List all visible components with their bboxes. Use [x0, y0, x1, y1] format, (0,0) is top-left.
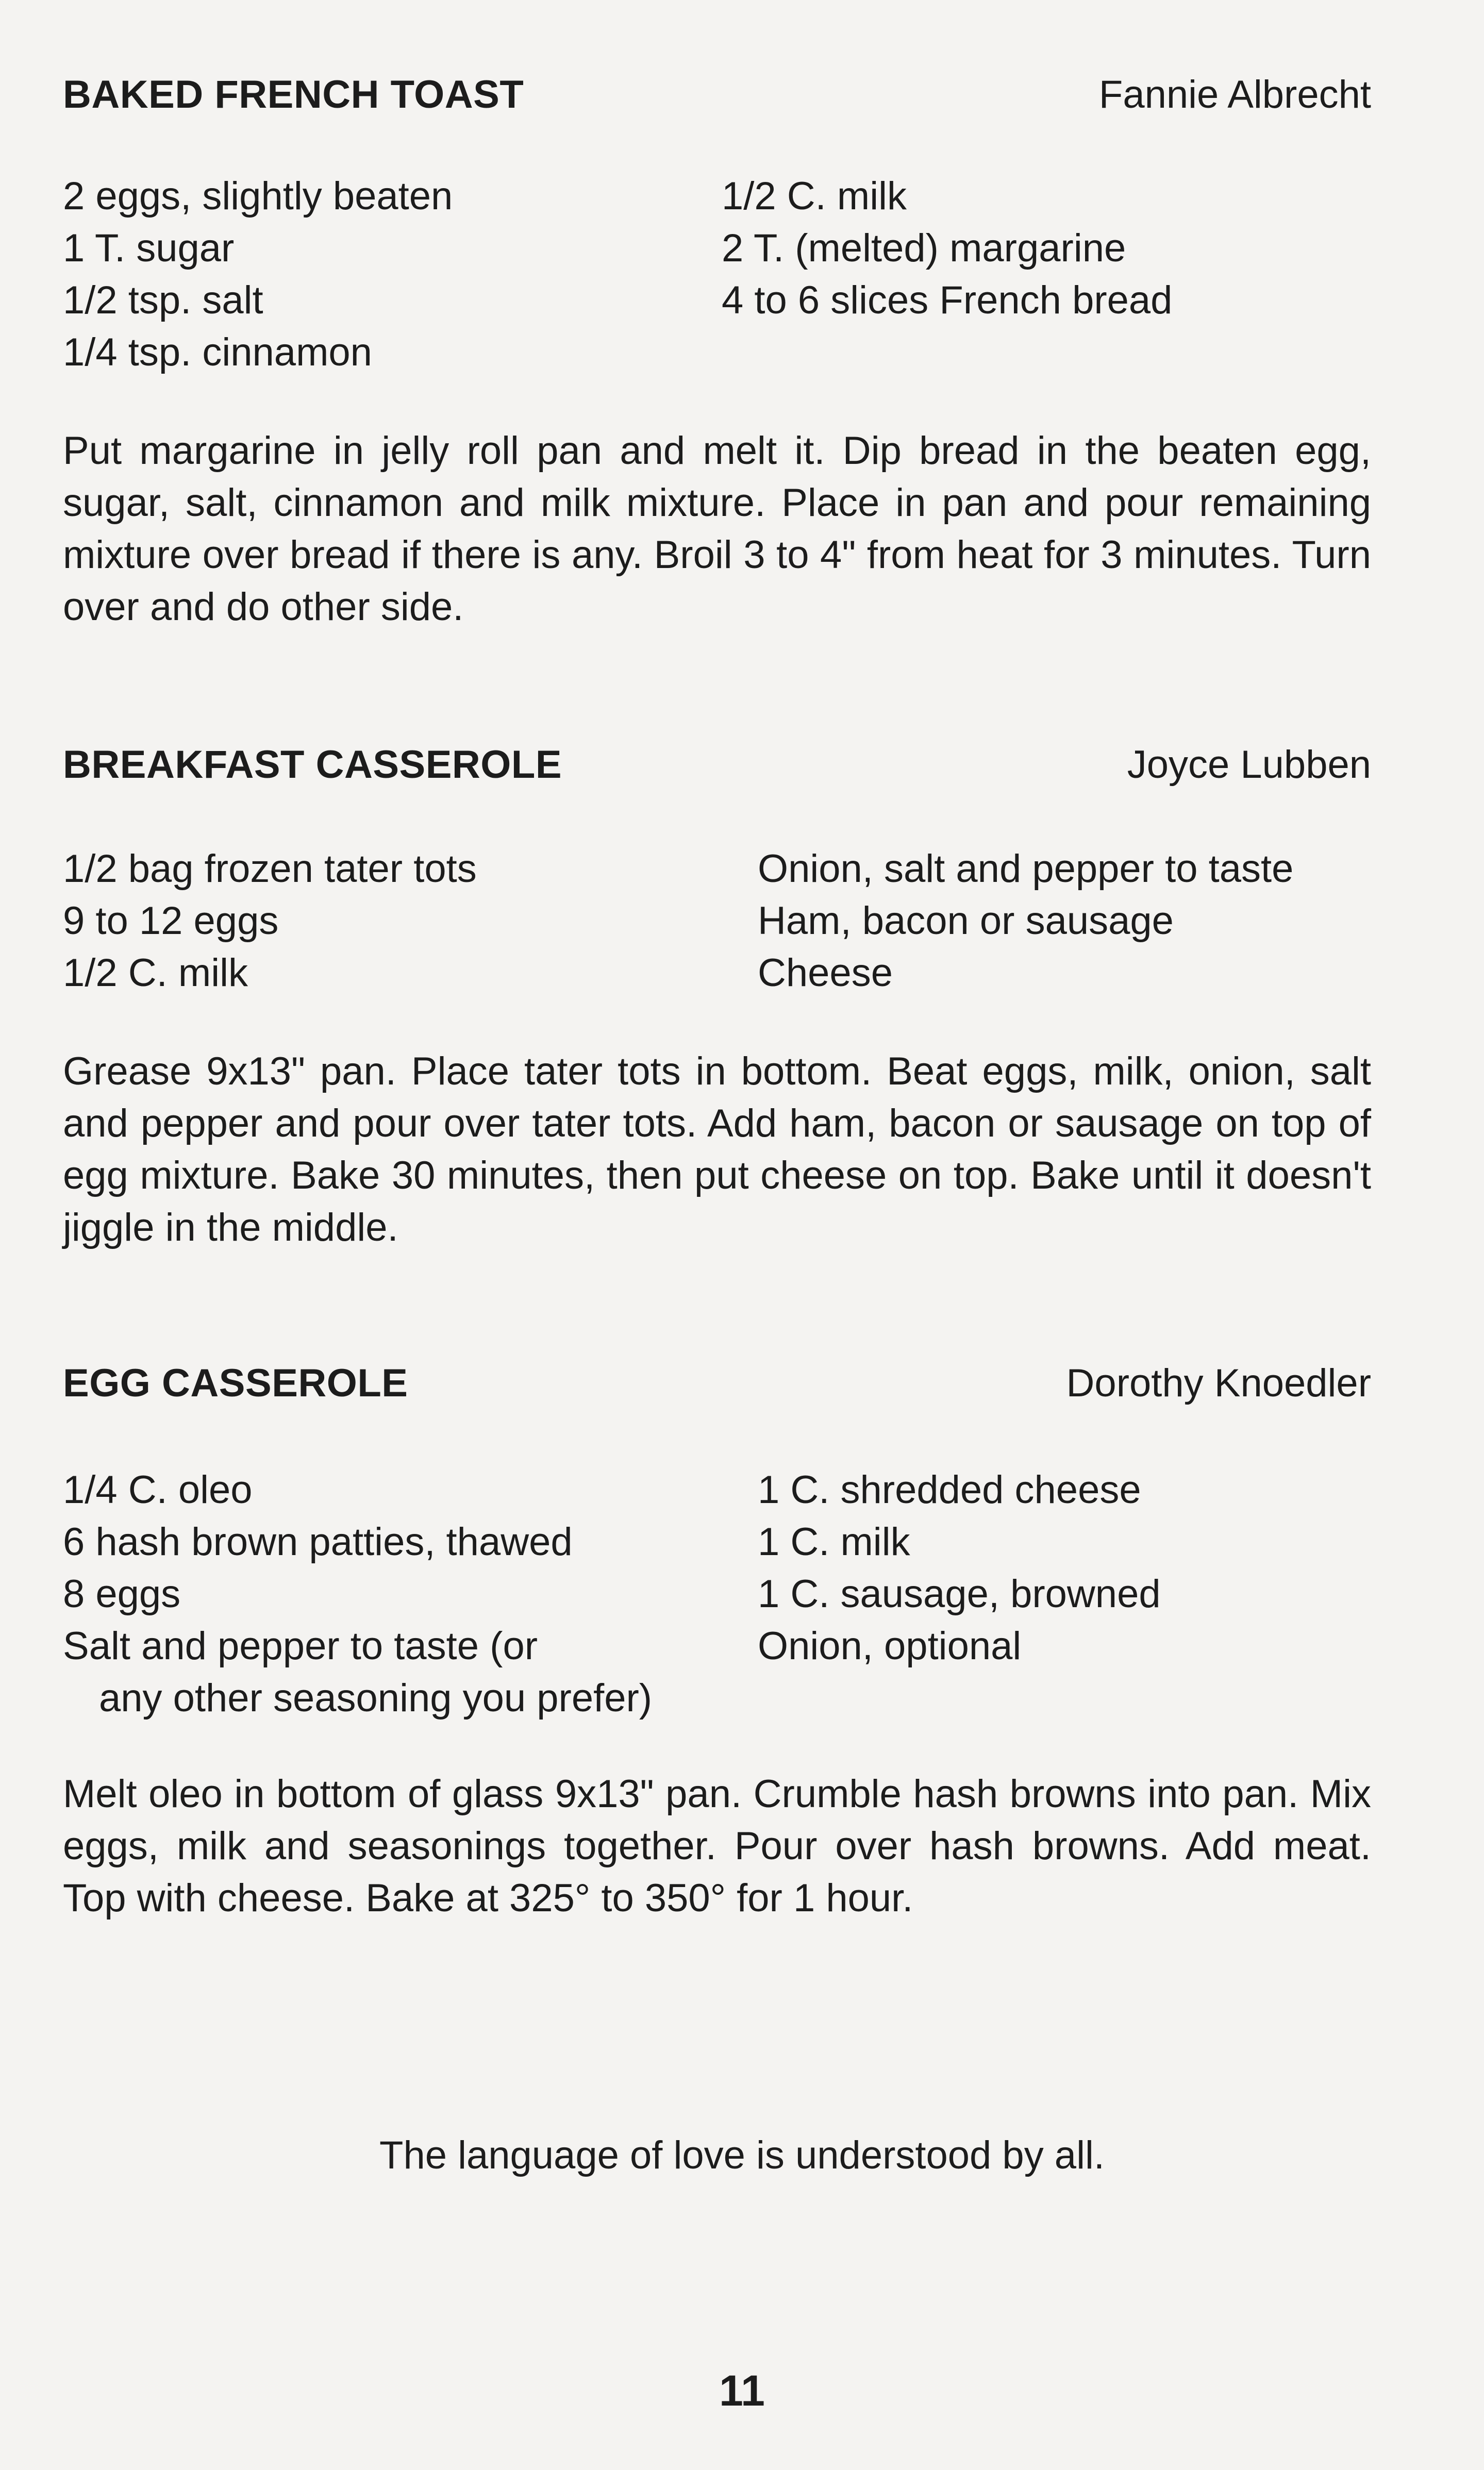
ingredient-list: [63, 170, 1371, 378]
ingredient: Ham, bacon or sausage: [758, 899, 1174, 943]
recipe-breakfast-casserole: [63, 742, 1371, 1249]
ingredient: 2 eggs, slightly beaten: [63, 174, 453, 218]
ingredient: any other seasoning you prefer): [99, 1676, 653, 1720]
ingredient-column-right: [758, 1464, 1161, 1672]
ingredient-list: [63, 843, 1371, 999]
recipe-title: EGG CASSEROLE: [63, 1361, 408, 1405]
ingredient: Onion, salt and pepper to taste: [758, 847, 1294, 891]
ingredient-column-left: [63, 170, 453, 378]
ingredient: 1 C. milk: [758, 1520, 910, 1564]
ingredient: 6 hash brown patties, thawed: [63, 1520, 573, 1564]
ingredient-column-right: [722, 170, 1172, 326]
recipe-title: BREAKFAST CASSEROLE: [63, 743, 562, 787]
ingredient: 4 to 6 slices French bread: [722, 278, 1173, 322]
recipe-directions: Melt oleo in bottom of glass 9x13" pan. Crumble hash browns into pan. Mix eggs, milk and seasonings together. Pour over hash browns. Add meat. Top with cheese. Bake at 325° to 350° for 1 hour.: [63, 1772, 1371, 1920]
recipe-directions: Put margarine in jelly roll pan and melt it. Dip bread in the beaten egg, sugar, salt, cinnamon and milk mixture. Place in pan and pour remaining mixture over bread if there is any. Broil 3 to 4" from heat for 3 minutes. Turn over and do other side.: [63, 429, 1371, 629]
ingredient: 1/2 C. milk: [63, 951, 248, 995]
recipe-egg-casserole: [63, 1361, 1371, 1920]
ingredient-column-right: [758, 843, 1293, 999]
recipe-header: [63, 742, 1371, 799]
recipe-header: [63, 72, 1371, 129]
recipe-author: Joyce Lubben: [1127, 743, 1371, 787]
ingredient: Salt and pepper to taste (or: [63, 1624, 538, 1668]
ingredient: 1 C. shredded cheese: [758, 1468, 1141, 1512]
ingredient: 1/4 tsp. cinnamon: [63, 330, 372, 374]
recipe-title: BAKED FRENCH TOAST: [63, 73, 524, 116]
recipe-header: [63, 1361, 1371, 1417]
recipe-author: Dorothy Knoedler: [1066, 1361, 1371, 1405]
recipe-directions: Grease 9x13" pan. Place tater tots in bottom. Beat eggs, milk, onion, salt and pepper and pour over tater tots. Add ham, bacon or sausage on top of egg mixture. Bake 30 minutes, then put cheese on top. Bake until it doesn't jiggle in the middle.: [63, 1049, 1371, 1249]
ingredient: Onion, optional: [758, 1624, 1022, 1668]
ingredient: 1 C. sausage, browned: [758, 1572, 1161, 1616]
ingredient: 1/2 C. milk: [722, 174, 907, 218]
ingredient-column-left: [63, 843, 477, 999]
ingredient: 1/2 tsp. salt: [63, 278, 263, 322]
footer-quote: The language of love is understood by all.: [379, 2133, 1105, 2177]
ingredient: 8 eggs: [63, 1572, 181, 1616]
recipe-author: Fannie Albrecht: [1098, 73, 1371, 116]
ingredient-column-left: [63, 1464, 652, 1724]
ingredient: Cheese: [758, 951, 893, 995]
ingredient-list: [63, 1464, 1371, 1724]
ingredient: 9 to 12 eggs: [63, 899, 279, 943]
page-number: 11: [719, 2366, 765, 2415]
recipe-baked-french-toast: [63, 72, 1371, 629]
ingredient: 1/4 C. oleo: [63, 1468, 253, 1512]
ingredient: 1 T. sugar: [63, 226, 235, 270]
ingredient: 2 T. (melted) margarine: [722, 226, 1126, 270]
ingredient: 1/2 bag frozen tater tots: [63, 847, 477, 891]
